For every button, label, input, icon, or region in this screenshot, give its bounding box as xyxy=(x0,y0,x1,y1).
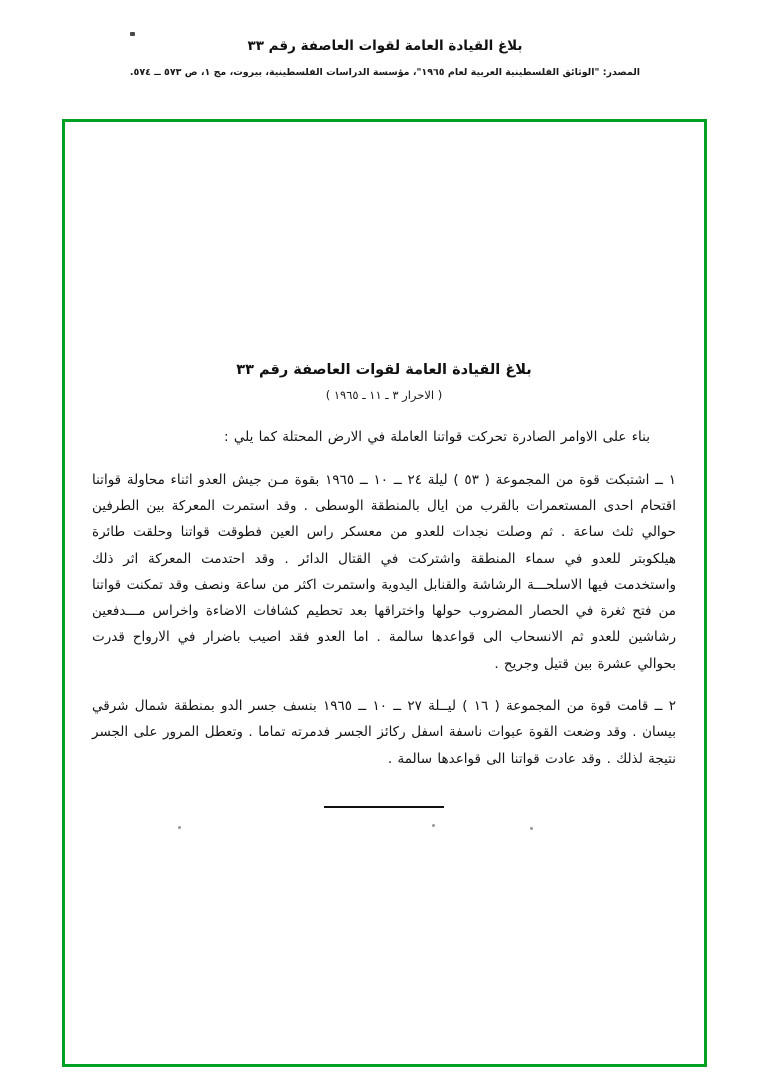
document-body xyxy=(92,360,676,808)
scan-artifact-dot xyxy=(432,824,435,827)
header-source-citation: المصدر: "الوثائق الفلسطينية العربية لعام ١٩٦٥"، مؤسسة الدراسات الفلسطينية، بيروت، مج ١، ص ٥٧٣ ــ ٥٧٤. xyxy=(129,67,641,78)
paragraph-item-2: ٢ ــ قامت قوة من المجموعة ( ١٦ ) ليــلة ٢٧ ــ ١٠ ــ ١٩٦٥ بنسف جسر الدو بمنطقة شمال شرقي بيسان . وقد وضعت القوة عبوات ناسفة اسفل ركائز الجسر فدمرته تماما . وتعطل المرور على الجسر نتيجة لذلك . وقد عادت قواتنا الى قواعدها سالمة . xyxy=(92,698,677,767)
scan-artifact-dot xyxy=(178,826,181,829)
page-header xyxy=(0,38,770,80)
horizontal-rule xyxy=(324,806,444,808)
body-subtitle-date: ( الاحرار ٣ ـ ١١ ـ ١٩٦٥ ) xyxy=(325,388,443,403)
paragraph-item-1: ١ ــ اشتبكت قوة من المجموعة ( ٥٣ ) ليلة ٢٤ ــ ١٠ ــ ١٩٦٥ بقوة مـن جيش العدو اثناء محاولة قواتنا اقتحام احدى المستعمرات بالقرب من ايال بالمنطقة الوسطى . وقد استمرت المعركة بين الطرفين حوالي ثلث ساعة . ثم وصلت نجدات للعدو من معسكر راس العين فطوقت قواتنا وحلقت طائرة هيلكوبتر للعدو في سماء المنطقة واشتركت في القتال الدائر . وقد احتدمت المعركة اثر ذلك واستخدمت فيها الاسلحـــة الرشاشة والقنابل اليدوية واستمرت اكثر من ساعة ونصف وقد تمكنت قواتنا من فتح ثغرة في الحصار المضروب حولها واختراقها بعد تحطيم كشافات الاضاءة واخراس مـــدفعين رشاشين للعدو ثم الانسحاب الى قواعدها سالمة . اما العدو فقد اصيب باضرار في الارواح قدرت بحوالي عشرة بين قتيل وجريح . xyxy=(92,471,676,672)
scan-artifact-dot xyxy=(530,827,533,830)
paragraph-intro: بناء على الاوامر الصادرة تحركت قواتنا العاملة في الارض المحتلة كما يلي : xyxy=(224,429,650,446)
header-title: بلاغ القيادة العامة لقوات العاصفة رقم ٣٣ xyxy=(247,38,523,54)
body-title: بلاغ القيادة العامة لقوات العاصفة رقم ٣٣ xyxy=(236,362,532,378)
scan-artifact-speck xyxy=(130,32,135,36)
